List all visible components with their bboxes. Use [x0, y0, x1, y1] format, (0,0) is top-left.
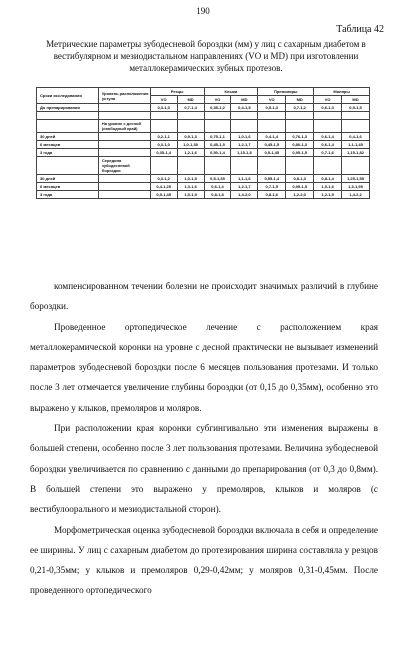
table-cell: 1,2-1,9	[314, 191, 342, 199]
table-cell: 0,8-1,3	[286, 175, 314, 183]
page-number: 190	[196, 6, 210, 16]
table-cell: 1,15-1,82	[342, 149, 370, 157]
table-cell: 1,0-1,5	[177, 175, 204, 183]
header-sub: MD	[177, 96, 204, 104]
row-period: 30 дней	[37, 133, 99, 141]
header-level: Уровень расположения уступа	[98, 88, 150, 104]
table-cell: 1,1-1,45	[342, 141, 370, 149]
table-cell: 1,2-2,0	[286, 191, 314, 199]
table-cell: 1,0-1,6	[314, 183, 342, 191]
table-cell: 0,6-1,3	[314, 104, 342, 112]
table-cell: 0,3-1,0	[150, 141, 177, 149]
table-cell: 0,8-1,8	[204, 191, 231, 199]
table-cell: 0,2-1,1	[150, 133, 177, 141]
table-cell: 0,45-1,5	[204, 141, 231, 149]
table-cell: 0,9-1,5	[342, 104, 370, 112]
table-caption: Метрические параметры зубодесневой бороздки (мм) у лиц с сахарным диабетом в вестибулярном и мезиодистальном направлениях (VO и MD) при изготовлении металлокерамических зубных протезов.	[46, 39, 366, 73]
table-cell: 1,2-1,7	[231, 183, 258, 191]
header-group: Клыки	[204, 88, 258, 96]
table-cell: 0,3-1,0	[150, 104, 177, 112]
table-cell: 1,5-1,9	[177, 191, 204, 199]
table-cell: 0,55-1,4	[258, 175, 286, 183]
table-cell: 0,45-1,5	[258, 141, 286, 149]
table-cell: 0,35-1,4	[150, 149, 177, 157]
table-cell: 1,4-2,2	[342, 191, 370, 199]
table-cell: 0,4-1,5	[231, 104, 258, 112]
table-cell: 0,50-1,4	[204, 149, 231, 157]
header-group: Премоляры	[258, 88, 314, 96]
table-cell: 0,6-1,4	[314, 133, 342, 141]
table-cell: 0,7-1,4	[177, 104, 204, 112]
section-label: На уровне с десной (свободный край)	[98, 120, 150, 133]
table-cell: 0,4-1,6	[342, 133, 370, 141]
table-cell: 0,80-1,3	[286, 141, 314, 149]
table-cell: 1,3-1,6	[177, 183, 204, 191]
table-cell: 1,0-1,35	[177, 141, 204, 149]
paragraph: Проведенное ортопедическое лечение с расположением края металлокерамической коронки на уровне с десной практически не вызывает изменений параметров зубодесневой бороздки после 6 месяцев пользования протезами. И только после 3 лет отмечается увеличение глубины бороздки (от 0,15 до 0,35мм), особенно это выражено у клыков, премоляров и моляров.	[30, 321, 378, 413]
table-row	[37, 149, 370, 157]
table-cell: 0,95-1,5	[286, 149, 314, 157]
header-sub: VO	[258, 96, 286, 104]
table-cell: 0,5-1,3	[258, 104, 286, 112]
table-cell: 0,5-1,45	[150, 191, 177, 199]
table-cell: 0,95-1,5	[286, 183, 314, 191]
table-label: Таблица 42	[336, 24, 384, 35]
table-cell: 0,5-1,45	[258, 149, 286, 157]
header-sub: MD	[342, 96, 370, 104]
paragraph: При расположении края коронки субгингивально эти изменения выражены в большей степени, особенно после 3 лет пользования протезами. Величина зубодесневой бороздки увеличивается по сравнению с данными до препарирования (от 0,3 до 0,8мм). В большей степени это выражено у премоляров, клыков и моляров (с вестибулоорального и мезиодистальной сторон).	[30, 423, 378, 515]
table-row	[37, 175, 370, 183]
header-sub: MD	[231, 96, 258, 104]
section-label-row	[37, 120, 370, 133]
header-group: Резцы	[150, 88, 204, 96]
table-cell: 1,2-1,7	[231, 141, 258, 149]
section-label-row	[37, 157, 370, 175]
table-cell: 1,2-1,6	[177, 149, 204, 157]
table-cell: 1,15-1,8	[231, 149, 258, 157]
table-cell: 1,3-1,95	[342, 183, 370, 191]
row-period: 3 года	[37, 149, 99, 157]
table-cell: 1,4-2,0	[231, 191, 258, 199]
table-row	[37, 191, 370, 199]
row-period: 30 дней	[37, 175, 99, 183]
body-text	[30, 276, 378, 601]
table-cell: 1,25-1,55	[342, 175, 370, 183]
table-cell: 0,5-1,35	[204, 175, 231, 183]
row-period: 6 месяцев	[37, 141, 99, 149]
table-cell: 0,35-1,2	[204, 104, 231, 112]
table-cell: 0,7-1,6	[314, 149, 342, 157]
table-cell: 0,3-1,2	[150, 175, 177, 183]
table-header-row	[37, 88, 370, 96]
table-cell: 0,9-1,3	[177, 133, 204, 141]
paragraph: Морфометрическая оценка зубодесневой бороздки включала в себя и определение ее ширины. У лиц с сахарным диабетом до протезирования ширина составляла у резцов 0,21-0,35мм; у клыков и премоляров 0,29-0,42мм; у моляров 0,31-0,45мм. После проведенного ортопедического	[30, 524, 378, 596]
table-cell: 0,6-1,4	[314, 141, 342, 149]
header-sub: MD	[286, 96, 314, 104]
table-cell: 1,0-1,6	[231, 133, 258, 141]
table-cell: 0,4-1,4	[258, 133, 286, 141]
table-row	[37, 141, 370, 149]
row-period: До препарирования	[37, 104, 99, 112]
table-row	[37, 104, 370, 112]
row-period: 3 года	[37, 191, 99, 199]
table-cell: 1,1-1,6	[231, 175, 258, 183]
table-row	[37, 183, 370, 191]
header-period: Сроки исследования	[37, 88, 99, 104]
table-cell: 0,4-1,25	[150, 183, 177, 191]
section-label: Середина зубодесневой бороздки	[98, 157, 150, 175]
metrics-table	[36, 87, 370, 199]
header-sub: VO	[150, 96, 177, 104]
header-group: Моляры	[314, 88, 370, 96]
table-cell: 0,75-1,1	[204, 133, 231, 141]
table-row	[37, 133, 370, 141]
header-sub: VO	[314, 96, 342, 104]
table-cell: 0,7-1,2	[286, 104, 314, 112]
table-cell: 0,6-1,4	[204, 183, 231, 191]
paragraph: компенсированном течении болезни не происходит значимых различий в глубине бороздки.	[30, 281, 378, 312]
header-sub: VO	[204, 96, 231, 104]
table-cell: 0,8-1,6	[258, 191, 286, 199]
table-cell: 0,7-1,5	[258, 183, 286, 191]
row-period: 6 месяцев	[37, 183, 99, 191]
table-cell: 0,8-1,4	[314, 175, 342, 183]
table-cell: 0,76-1,3	[286, 133, 314, 141]
